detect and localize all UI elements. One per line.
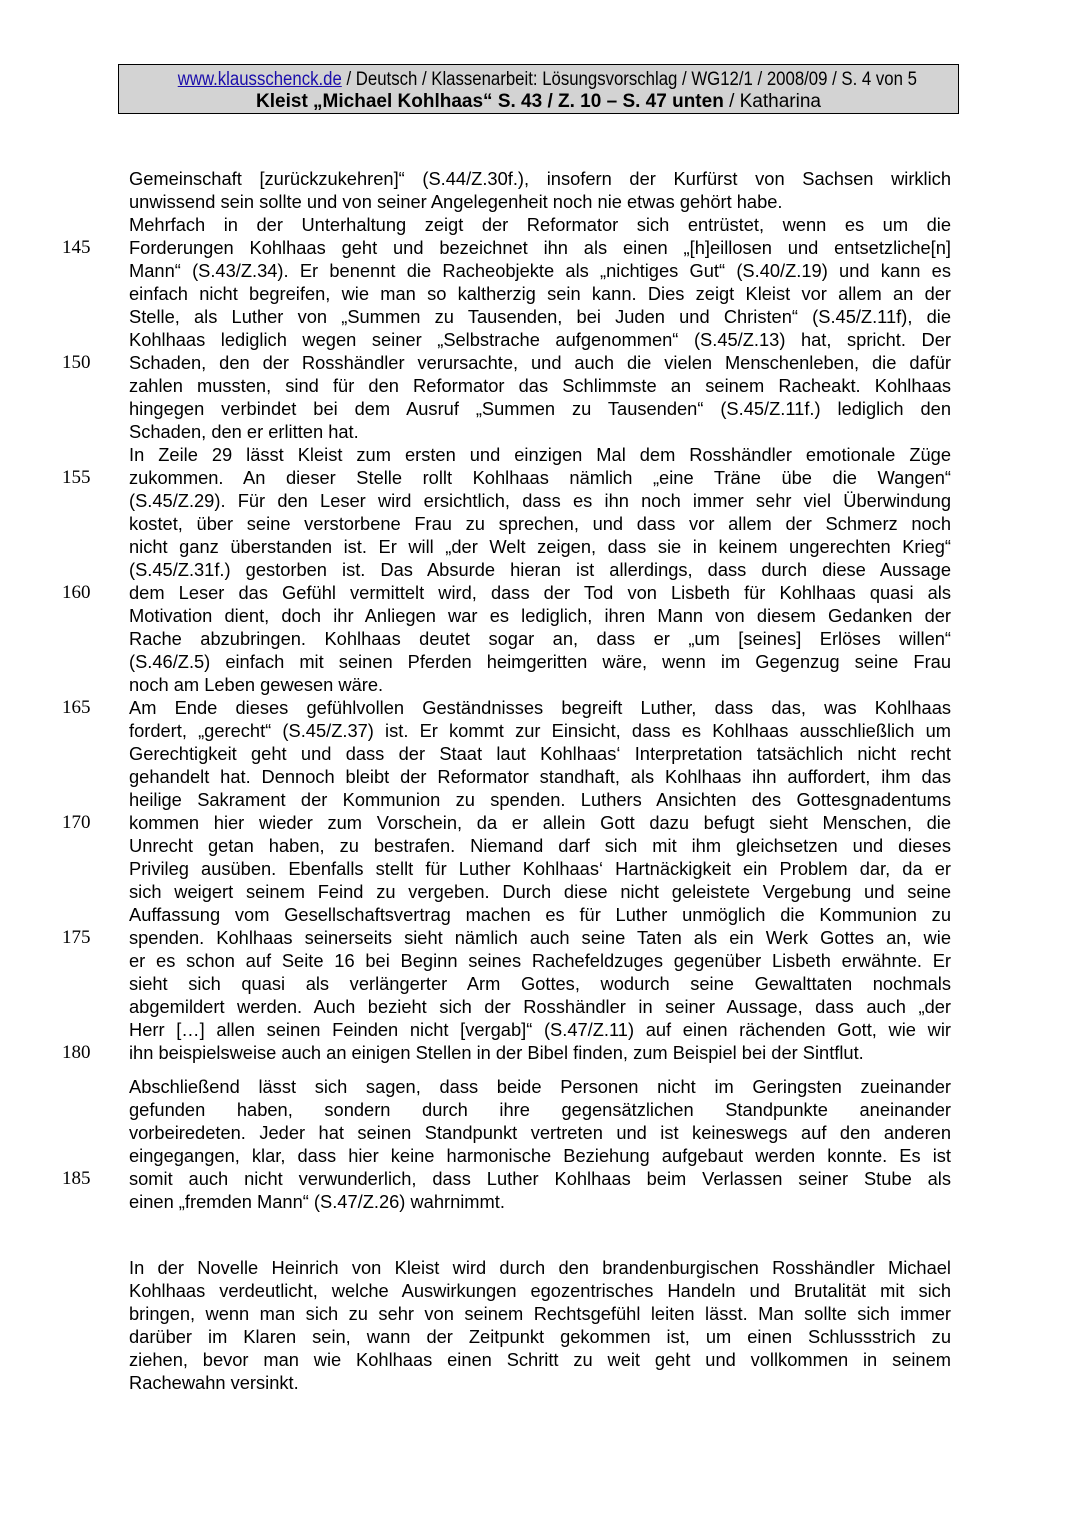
text-line: dem Leser das Gefühl vermittelt wird, dass der Tod von Lisbeth für Kohlhaas quasi als — [129, 582, 951, 603]
text-line: Am Ende dieses gefühlvollen Geständnisses begreift Luther, dass das, was Kohlhaas — [129, 697, 951, 718]
text-line: fordert, „gerecht“ (S.45/Z.37) ist. Er kommt zur Einsicht, dass es Kohlhaas ausschließlich um — [129, 720, 951, 741]
text-line: einen „fremden Mann“ (S.47/Z.26) wahrnimmt. — [129, 1191, 505, 1212]
text-line: spenden. Kohlhaas seinerseits sieht nämlich auch seine Taten als ein Werk Gottes an, wie — [129, 927, 951, 948]
text-line: Mann“ (S.43/Z.34). Er benennt die Racheobjekte als „nichtiges Gut“ (S.40/Z.19) und kann es — [129, 260, 951, 281]
text-line: In der Novelle Heinrich von Kleist wird durch den brandenburgischen Rosshändler Michael — [129, 1257, 951, 1278]
text-line: Gemeinschaft [zurückzukehren]“ (S.44/Z.30f.), insofern der Kurfürst von Sachsen wirklich — [129, 168, 951, 189]
text-line: ihn beispielsweise auch an einigen Stellen in der Bibel finden, zum Beispiel bei der Sintflut. — [129, 1042, 864, 1063]
text-line: einfach nicht begreifen, wie man so kaltherzig sein kann. Dies zeigt Kleist vor allem an der — [129, 283, 951, 304]
header-line-2 — [119, 91, 958, 112]
text-line: Privileg ausüben. Ebenfalls stellt für Luther Kohlhaas‘ Hartnäckigkeit ein Problem dar, da er — [129, 858, 951, 879]
text-line: nicht ganz überstanden ist. Er will „der Welt zeigen, dass sie in keinem ungerechten Krieg“ — [129, 536, 951, 557]
text-line: Kohlhaas lediglich wegen seiner „Selbstrache aufgenommen“ (S.45/Z.13) hat, spricht. Der — [129, 329, 951, 350]
header-author: / Katharina — [723, 91, 821, 112]
line-number: 180 — [62, 1042, 91, 1063]
text-line: vorbeiredeten. Jeder hat seinen Standpunkt vertreten und ist keineswegs auf den anderen — [129, 1122, 951, 1143]
text-line: bringen, wenn man sich zu sehr von seinem Rechtsgefühl leiten lässt. Man sollte sich immer — [129, 1303, 951, 1324]
text-line: Rachewahn versinkt. — [129, 1372, 299, 1393]
text-line: In Zeile 29 lässt Kleist zum ersten und einzigen Mal dem Rosshändler emotionale Züge — [129, 444, 951, 465]
text-line: zahlen mussten, sind für den Reformator das Schlimmste an seinem Racheakt. Kohlhaas — [129, 375, 951, 396]
site-link[interactable]: www.klausschenck.de — [177, 68, 342, 90]
text-line: Herr […] allen seinen Feinden nicht [vergab]“ (S.47/Z.11) auf einen rächenden Gott, wie wir — [129, 1019, 951, 1040]
line-number: 165 — [62, 697, 91, 718]
text-line: zukommen. An dieser Stelle rollt Kohlhaas nämlich „eine Träne übe die Wangen“ — [129, 467, 951, 488]
text-line: (S.46/Z.5) einfach mit seinen Pferden heimgeritten wäre, wenn im Gegenzug seine Frau — [129, 651, 951, 672]
text-line: noch am Leben gewesen wäre. — [129, 674, 384, 695]
text-line: kommen hier wieder zum Vorschein, da er allein Gott dazu befugt sieht Menschen, die — [129, 812, 951, 833]
header-title: Kleist „Michael Kohlhaas“ S. 43 / Z. 10 – S. 47 unten — [256, 91, 724, 112]
text-line: Abschließend lässt sich sagen, dass beide Personen nicht im Geringsten zueinander — [129, 1076, 951, 1097]
text-line: somit auch nicht verwunderlich, dass Luther Kohlhaas beim Verlassen seiner Stube als — [129, 1168, 951, 1189]
text-line: er es schon auf Seite 16 bei Beginn seines Rachefeldzuges gegenüber Lisbeth erwähnte. Er — [129, 950, 951, 971]
line-number: 160 — [62, 582, 91, 603]
text-line: hingegen verbindet bei dem Ausruf „Summen zu Tausenden“ (S.45/Z.11f.) lediglich den — [129, 398, 951, 419]
text-line: gefunden haben, sondern durch ihre gegensätzlichen Standpunkte aneinander — [129, 1099, 951, 1120]
text-line: Kohlhaas verdeutlicht, welche Auswirkungen egozentrisches Handeln und Brutalität mit sich — [129, 1280, 951, 1301]
text-line: gehandelt hat. Dennoch bleibt der Reformator standhaft, als Kohlhaas ihn auffordert, ihm das — [129, 766, 951, 787]
header-line-1 — [177, 68, 917, 91]
text-line: (S.45/Z.31f.) gestorben ist. Das Absurde hieran ist allerdings, dass durch diese Aussage — [129, 559, 951, 580]
text-line: abgemildert werden. Auch bezieht sich der Rosshändler in seiner Aussage, dass auch „der — [129, 996, 951, 1017]
text-line: Gerechtigkeit geht und dass der Staat laut Kohlhaas‘ Interpretation tatsächlich nicht recht — [129, 743, 951, 764]
text-line: sich weigert seinem Feind zu vergeben. Durch diese nicht geleistete Vergebung und seine — [129, 881, 951, 902]
text-line: Schaden, den der Rosshändler verursachte, und auch die vielen Menschenleben, die dafür — [129, 352, 951, 373]
line-number: 145 — [62, 237, 91, 258]
text-line: darüber im Klaren sein, wann der Zeitpunkt gekommen ist, um einen Schlussstrich zu — [129, 1326, 951, 1347]
text-line: Forderungen Kohlhaas geht und bezeichnet ihn als einen „[h]eillosen und entsetzliche[n] — [129, 237, 951, 258]
line-number: 185 — [62, 1168, 91, 1189]
line-number: 155 — [62, 467, 91, 488]
text-line: heilige Sakrament der Kommunion zu spenden. Luthers Ansichten des Gottesgnadentums — [129, 789, 951, 810]
text-line: ziehen, bevor man wie Kohlhaas einen Schritt zu weit geht und vollkommen in seinem — [129, 1349, 951, 1370]
text-line: Motivation dient, doch ihr Anliegen war es lediglich, ihren Mann von diesem Gedanken der — [129, 605, 951, 626]
text-line: (S.45/Z.29). Für den Leser wird ersichtlich, dass es ihn noch immer sehr viel Überwindung — [129, 490, 951, 511]
line-number: 170 — [62, 812, 91, 833]
text-line: sieht sich quasi als verlängerter Arm Gottes, wodurch seine Gewalttaten nochmals — [129, 973, 951, 994]
text-line: Mehrfach in der Unterhaltung zeigt der Reformator sich entrüstet, wenn es um die — [129, 214, 951, 235]
text-line: Stelle, als Luther von „Summen zu Tausenden, bei Juden und Christen“ (S.45/Z.11f), die — [129, 306, 951, 327]
text-line: kostet, über seine verstorbene Frau zu sprechen, und dass vor allem der Schmerz noch — [129, 513, 951, 534]
text-line: Unrecht getan haben, zu bestrafen. Niemand darf sich mit ihm gleichsetzen und dieses — [129, 835, 951, 856]
line-number: 150 — [62, 352, 91, 373]
text-line: unwissend sein sollte und von seiner Angelegenheit noch nie etwas gehört habe. — [129, 191, 783, 212]
page-header — [118, 64, 959, 114]
line-number: 175 — [62, 927, 91, 948]
text-line: Schaden, den er erlitten hat. — [129, 421, 359, 442]
text-line: eingegangen, klar, dass hier keine harmonische Beziehung aufgebaut werden konnte. Es ist — [129, 1145, 951, 1166]
text-line: Auffassung vom Gesellschaftsvertrag machen es für Luther unmöglich die Kommunion zu — [129, 904, 951, 925]
header-line-1-text: / Deutsch / Klassenarbeit: Lösungsvorschlag / WG12/1 / 2008/09 / S. 4 von 5 — [341, 68, 917, 90]
text-line: Rache abzubringen. Kohlhaas deutet sogar an, dass er „um [seines] Erlöses willen“ — [129, 628, 951, 649]
